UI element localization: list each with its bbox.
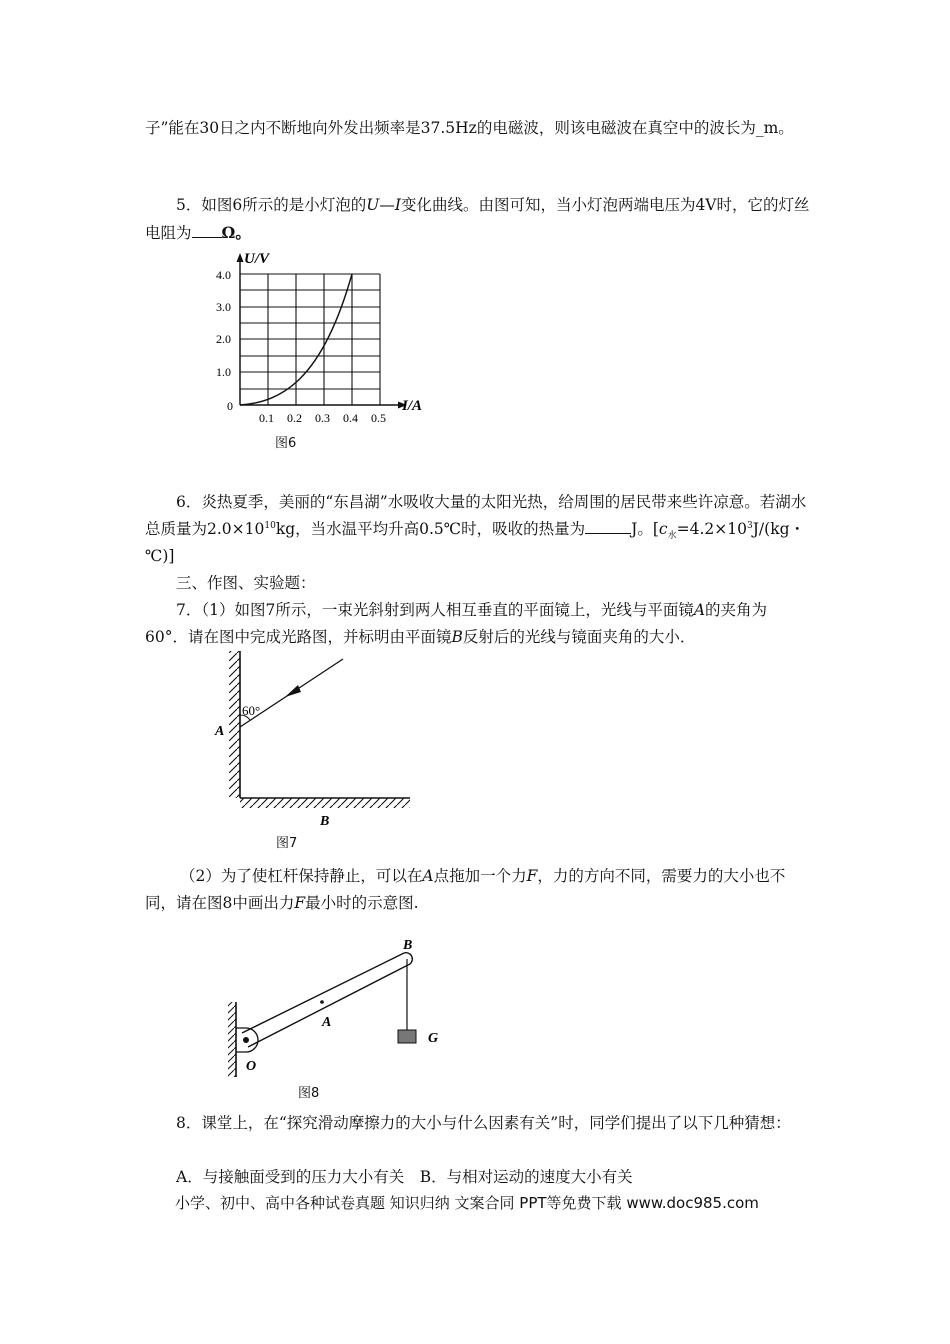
mirror-a-label: A (215, 724, 225, 739)
y-tick-label: 4.0 (216, 268, 231, 282)
y-tick-label: 1.0 (216, 365, 231, 379)
figure-8-lever (220, 930, 460, 1085)
wall-hatch (228, 1002, 236, 1077)
answer-blank-q5 (192, 223, 222, 238)
question-4-tail: 子”能在30日之内不断地向外发出频率是37.5Hz的电磁波，则该电磁波在真空中的波长为_m。 (145, 119, 794, 137)
x-axis-label: I/A (402, 398, 423, 414)
question-7-part-2: （2）为了使杠杆保持静止，可以在A点拖加一个力F，力的方向不同，需要力的大小也不同，请在图8中画出力F最小时的示意图. (145, 867, 786, 912)
figure-6-caption: 图6 (275, 436, 297, 451)
y-tick-label: 3.0 (216, 300, 231, 314)
lever-rod-bottom (248, 965, 408, 1047)
mirror-b-hatch (240, 798, 410, 808)
point-a (320, 1000, 324, 1004)
x-tick-label: 0.2 (287, 411, 302, 425)
label-o: O (246, 1059, 257, 1074)
figure-7-caption: 图7 (276, 836, 298, 851)
x-tick-label: 0.1 (259, 411, 274, 425)
question-6: 6．炎热夏季，美丽的“东昌湖”水吸收大量的太阳光热，给周围的居民带来些许凉意。若湖水总质量为$2.0\times 10^{10}kg$，当水温平均升高0.5℃时，吸收的热量为 J。[$c_水=4.2\times 10^3J/(kg$・℃)] (145, 493, 807, 565)
origin-label: 0 (227, 399, 233, 413)
ray-arrow (285, 685, 301, 697)
footer-banner: 小学、初中、高中各种试卷真题 知识归纳 文案合同 PPT等免费下载 www.doc985.com (175, 1194, 759, 1212)
label-a: A (322, 1015, 332, 1030)
question-8: 8．课堂上，在“探究滑动摩擦力的大小与什么因素有关”时，同学们提出了以下几种猜想： (176, 1114, 791, 1132)
y-axis-label: U/V (244, 251, 270, 267)
figure-6-graph (212, 250, 442, 430)
x-tick-label: 0.4 (343, 411, 358, 425)
label-b: B (403, 938, 413, 953)
label-g: G (428, 1031, 439, 1046)
angle-label: 60° (242, 703, 261, 718)
question-5: 5．如图6所示的是小灯泡的U—I变化曲线。由图可知，当小灯泡两端电压为4V时，它的灯丝电阻为 Ω。 (145, 196, 810, 242)
x-tick-label: 0.5 (371, 411, 386, 425)
question-7-part-1: 7．（1）如图7所示，一束光斜射到两人相互垂直的平面镜上，光线与平面镜A的夹角为60°．请在图中完成光路图，并标明由平面镜B反射后的光线与镜面夹角的大小． (145, 601, 768, 646)
weight-g (398, 1030, 416, 1043)
figure-8-caption: 图8 (298, 1086, 320, 1101)
y-tick-label: 2.0 (216, 332, 231, 346)
figure-7-mirrors (205, 645, 425, 835)
section-3-heading: 三、作图、实验题： (176, 574, 316, 592)
x-tick-label: 0.3 (315, 411, 330, 425)
question-8-options: A．与接触面受到的压力大小有关 B．与相对运动的速度大小有关 (176, 1168, 633, 1186)
answer-blank-q6 (585, 519, 631, 534)
mirror-b-label: B (320, 814, 330, 829)
mirror-a-hatch (229, 651, 240, 798)
pivot-o (243, 1037, 249, 1043)
